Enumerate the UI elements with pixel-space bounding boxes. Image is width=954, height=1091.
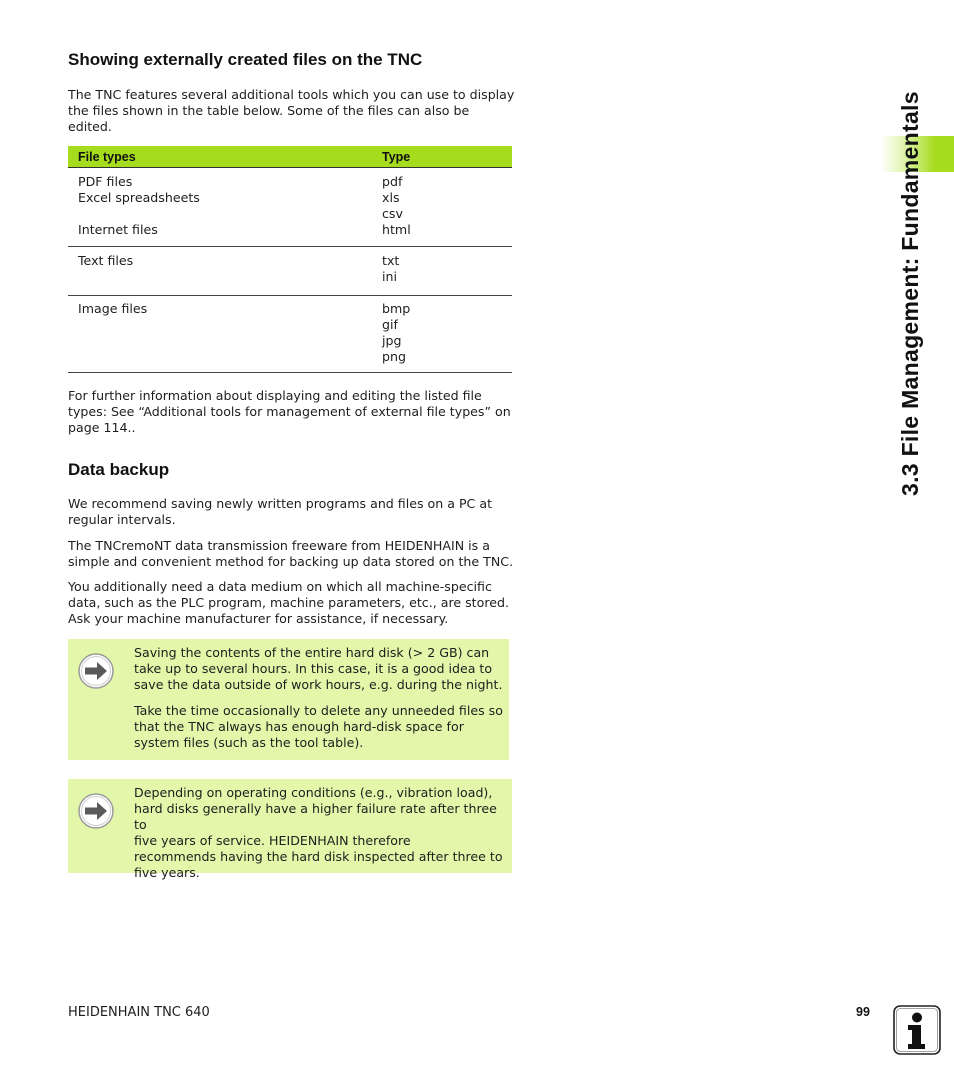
table-group (68, 296, 512, 373)
table-row: Text files txt (78, 253, 400, 268)
file-types-table (68, 146, 512, 373)
arrow-right-icon (78, 793, 114, 829)
note-1-paragraph-1: Saving the contents of the entire hard disk (> 2 GB) can take up to several hours. In this case, it is a good idea to save the data outside of work hours, e.g. during the night. (134, 645, 503, 692)
backup-paragraph-2: The TNCremoNT data transmission freeware from HEIDENHAIN is a simple and convenient method for backing up data stored on the TNC. (68, 538, 514, 569)
table-header (68, 146, 512, 168)
table-row: ini (382, 269, 397, 284)
note-box-hard-disk-inspection (68, 779, 512, 880)
footer-product-name: HEIDENHAIN TNC 640 (68, 1005, 210, 1020)
section-heading-data-backup: Data backup (68, 460, 170, 479)
page-number: 99 (856, 1005, 870, 1019)
table-row: PDF files pdf (78, 174, 403, 189)
table-row: Image files bmp (78, 301, 411, 316)
info-icon (893, 1005, 941, 1055)
chapter-side-title-text: 3.3 File Management: Fundamentals (897, 91, 923, 496)
header-type: Type (382, 149, 411, 164)
header-file-types: File types (78, 149, 136, 164)
table-row: png (382, 349, 406, 364)
arrow-right-icon (78, 653, 114, 689)
note-1-paragraph-2: Take the time occasionally to delete any unneeded files so that the TNC always has enough hard-disk space for system files (such as the tool table). (134, 703, 503, 750)
table-group (68, 168, 512, 247)
table-group (68, 247, 512, 296)
table-row: csv (382, 206, 403, 221)
note-2-paragraph: Depending on operating conditions (e.g., vibration load), hard disks generally have a higher failure rate after three to five years of service. HEIDENHAIN therefore recommends having the hard disk inspected after three to five years. (134, 785, 503, 880)
intro-paragraph: The TNC features several additional tools which you can use to display the files shown in the table below. Some of the files can also be edited. (68, 87, 515, 134)
further-info-paragraph: For further information about displaying and editing the listed file types: See “Additional tools for management of external file types” on page 114.. (68, 388, 511, 435)
backup-paragraph-3: You additionally need a data medium on which all machine-specific data, such as the PLC program, machine parameters, etc., are stored. Ask your machine manufacturer for assistance, if necessary. (68, 579, 509, 626)
table-row: jpg (382, 333, 402, 348)
note-box-hard-disk-backup (68, 639, 509, 760)
table-row: Excel spreadsheets xls (78, 190, 400, 205)
table-row: gif (382, 317, 398, 332)
section-heading-external-files: Showing externally created files on the TNC (68, 50, 423, 69)
backup-paragraph-1: We recommend saving newly written programs and files on a PC at regular intervals. (68, 496, 493, 527)
table-row: Internet files html (78, 222, 411, 237)
